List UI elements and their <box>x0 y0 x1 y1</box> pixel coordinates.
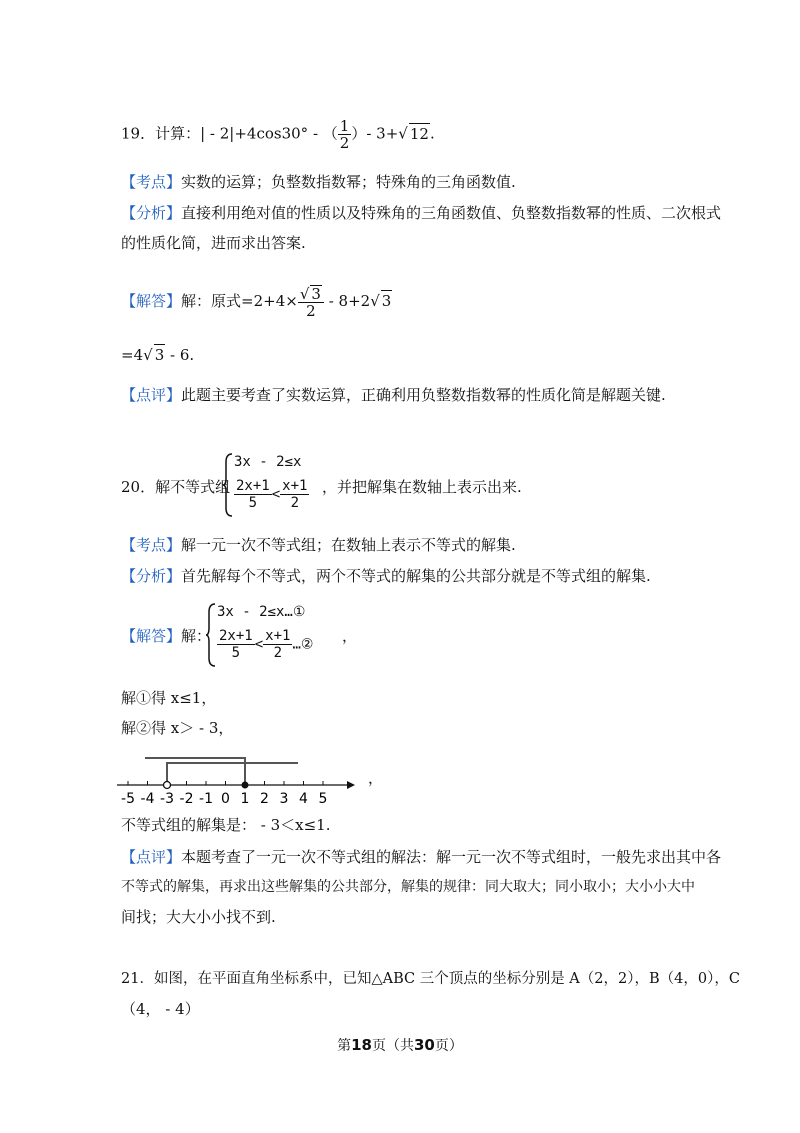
q20-fenxi-tag: 【分析】 <box>121 567 182 585</box>
q19-fenxi-1: 直接利用绝对值的性质以及特殊角的三角函数值、负整数指数幂的性质、二次根式 <box>181 204 722 222</box>
number-line-label: 5 <box>318 791 328 807</box>
q19-stem-prefix: 19．计算：| - 2|+4cos30° - （ <box>121 124 338 143</box>
q20-jsys-frac-left-den: 5 <box>231 645 241 661</box>
number-line-label: -5 <box>121 791 135 807</box>
footer-page-number: 18 <box>351 1036 372 1054</box>
number-line-label: -2 <box>179 791 194 807</box>
q20-sys-lt: < <box>271 486 281 503</box>
number-line-label: -3 <box>160 791 174 807</box>
number-line <box>115 755 375 810</box>
q20-kaodian-tag: 【考点】 <box>121 536 182 554</box>
closed-circle-1 <box>242 782 249 789</box>
number-line-label: 4 <box>299 791 308 807</box>
q19-jieda-frac-den: 2 <box>306 302 316 320</box>
q20-stem-prefix: 20．解不等式组 <box>121 478 231 496</box>
open-circle-neg3 <box>164 782 171 789</box>
footer-post: 页） <box>434 1038 463 1054</box>
q19-kaodian-text: 实数的运算；负整数指数幂；特殊角的三角函数值. <box>181 173 516 191</box>
q20-solution: 不等式组的解集是： - 3＜x≤1. <box>121 816 331 834</box>
q20-step1: 解①得 x≤1， <box>121 689 217 707</box>
q19-stem-end: . <box>429 124 435 143</box>
q19-frac-den: 2 <box>339 134 350 152</box>
q19-jieda-rad: 3 <box>381 292 392 310</box>
q19-jieda-prefix: 解：原式=2+4× <box>181 292 298 310</box>
q20-dianping <box>121 847 721 867</box>
q19-fenxi-2: 的性质化简，进而求出答案. <box>121 234 306 252</box>
number-line-label: 3 <box>279 791 289 807</box>
q20-jieda-suffix: ， <box>342 627 358 645</box>
q20-sys-line1: 3x - 2≤x <box>234 454 302 470</box>
q20-jieda-system <box>205 602 358 668</box>
q21-line1: 21．如图，在平面直角坐标系中，已知△ABC 三个顶点的坐标分别是 A（2，2），B（4，0），C <box>121 971 740 987</box>
number-line-axis <box>117 781 355 789</box>
footer-pre: 第 <box>337 1038 352 1054</box>
footer-total-pages: 30 <box>414 1036 435 1054</box>
q20-jsys-line2 <box>217 628 313 661</box>
q20-sys-frac-right <box>280 478 309 511</box>
number-line-label: -1 <box>199 791 213 807</box>
q20-sys-frac-left <box>234 478 272 511</box>
q20-dianping-2: 不等式的解集，再求出这些解集的公共部分，解集的规律：同大取大；同小取小；大小小大中 <box>121 879 695 895</box>
q19-jieda-frac-rad: 3 <box>311 285 321 303</box>
q20-jsys-line1: 3x - 2≤x…① <box>217 604 306 620</box>
number-line-label: 2 <box>260 791 269 807</box>
q20-step2: 解②得 x＞ - 3， <box>121 719 234 737</box>
q19-stem-exp: ）- 3+ <box>351 124 399 143</box>
q19-result-prefix: =4 <box>121 346 144 364</box>
q19-result: =4√ 3 - 6. <box>121 346 195 364</box>
q21-line2: （4， - 4） <box>121 1000 200 1018</box>
q20-jieda-brace-icon <box>205 602 217 668</box>
page-footer <box>0 1035 800 1055</box>
q19-stem: 19．计算：| - 2|+4cos30° - （ $\frac{1}{2}$ ）- 3+√ 12. <box>121 117 435 152</box>
q19-kaodian-tag: 【考点】 <box>121 173 182 191</box>
q19-radicand: 12 <box>409 124 429 143</box>
q20-sys-frac-right-num: x+1 <box>282 478 308 494</box>
number-line-label: 1 <box>240 791 250 807</box>
q20-jsys-frac-left-num: 2x+1 <box>219 628 253 644</box>
q20-jsys-frac-right-den: 2 <box>273 645 283 661</box>
q20-jieda-prefix: 解： <box>181 627 212 645</box>
q19-jieda-fraction <box>298 285 324 319</box>
q19-frac-num: 1 <box>339 117 350 135</box>
q20-jieda-tag: 【解答】 <box>121 627 182 645</box>
q19-kaodian <box>121 172 516 192</box>
q20-jsys-frac-right <box>263 628 292 661</box>
q20-jsys-lt: < <box>254 636 264 653</box>
q20-sys-frac-left-den: 5 <box>248 495 258 511</box>
footer-mid: 页（共 <box>372 1038 414 1054</box>
q19-fenxi-tag: 【分析】 <box>121 204 182 222</box>
q20-dianping-3: 间找；大大小小找不到. <box>121 908 276 926</box>
q19-jieda-mid: - 8+2 <box>323 292 371 310</box>
q20-sys-frac-right-den: 2 <box>290 495 300 511</box>
q20-brace-icon <box>222 452 234 518</box>
q20-jieda-label <box>121 626 211 646</box>
q20-stem-suffix: ，并把解集在数轴上表示出来. <box>322 478 522 496</box>
q20-jsys-frac-left <box>217 628 255 661</box>
q19-jieda-tag: 【解答】 <box>121 292 182 310</box>
number-line-label: 0 <box>221 791 230 807</box>
q19-dianping-text: 此题主要考查了实数运算，正确利用负整数指数幂的性质化简是解题关键. <box>181 386 666 404</box>
q20-sys-frac-left-num: 2x+1 <box>236 478 270 494</box>
q19-fenxi <box>121 203 721 223</box>
q19-dianping <box>121 385 666 405</box>
number-line-label: -4 <box>140 791 155 807</box>
q19-result-rad: 3 <box>154 346 165 364</box>
q20-kaodian-text: 解一元一次不等式组；在数轴上表示不等式的解集. <box>181 536 516 554</box>
q19-jieda-frac-num: √ 3 <box>298 285 324 303</box>
q20-dianping-1: 本题考查了一元一次不等式组的解法：解一元一次不等式组时，一般先求出其中各 <box>181 848 722 866</box>
number-line-comma: ， <box>368 769 384 787</box>
q20-jsys-mark2: …② <box>292 636 314 653</box>
q20-dianping-tag: 【点评】 <box>121 848 182 866</box>
q20-kaodian <box>121 535 516 555</box>
q20-system <box>222 452 317 518</box>
q20-fenxi-text: 首先解每个不等式，两个不等式的解集的公共部分就是不等式组的解集. <box>181 567 651 585</box>
q19-fraction <box>338 118 352 151</box>
q20-fenxi <box>121 566 651 586</box>
q19-result-suffix: - 6. <box>165 346 195 364</box>
number-line-labels <box>121 791 327 807</box>
q20-sys-line2 <box>234 478 309 511</box>
q19-jieda: 【解答】解：原式=2+4× $\frac{√ 3}{2}$ - 8+2√ 3 <box>121 285 392 320</box>
q19-dianping-tag: 【点评】 <box>121 386 182 404</box>
q20-jsys-frac-right-num: x+1 <box>265 628 291 644</box>
